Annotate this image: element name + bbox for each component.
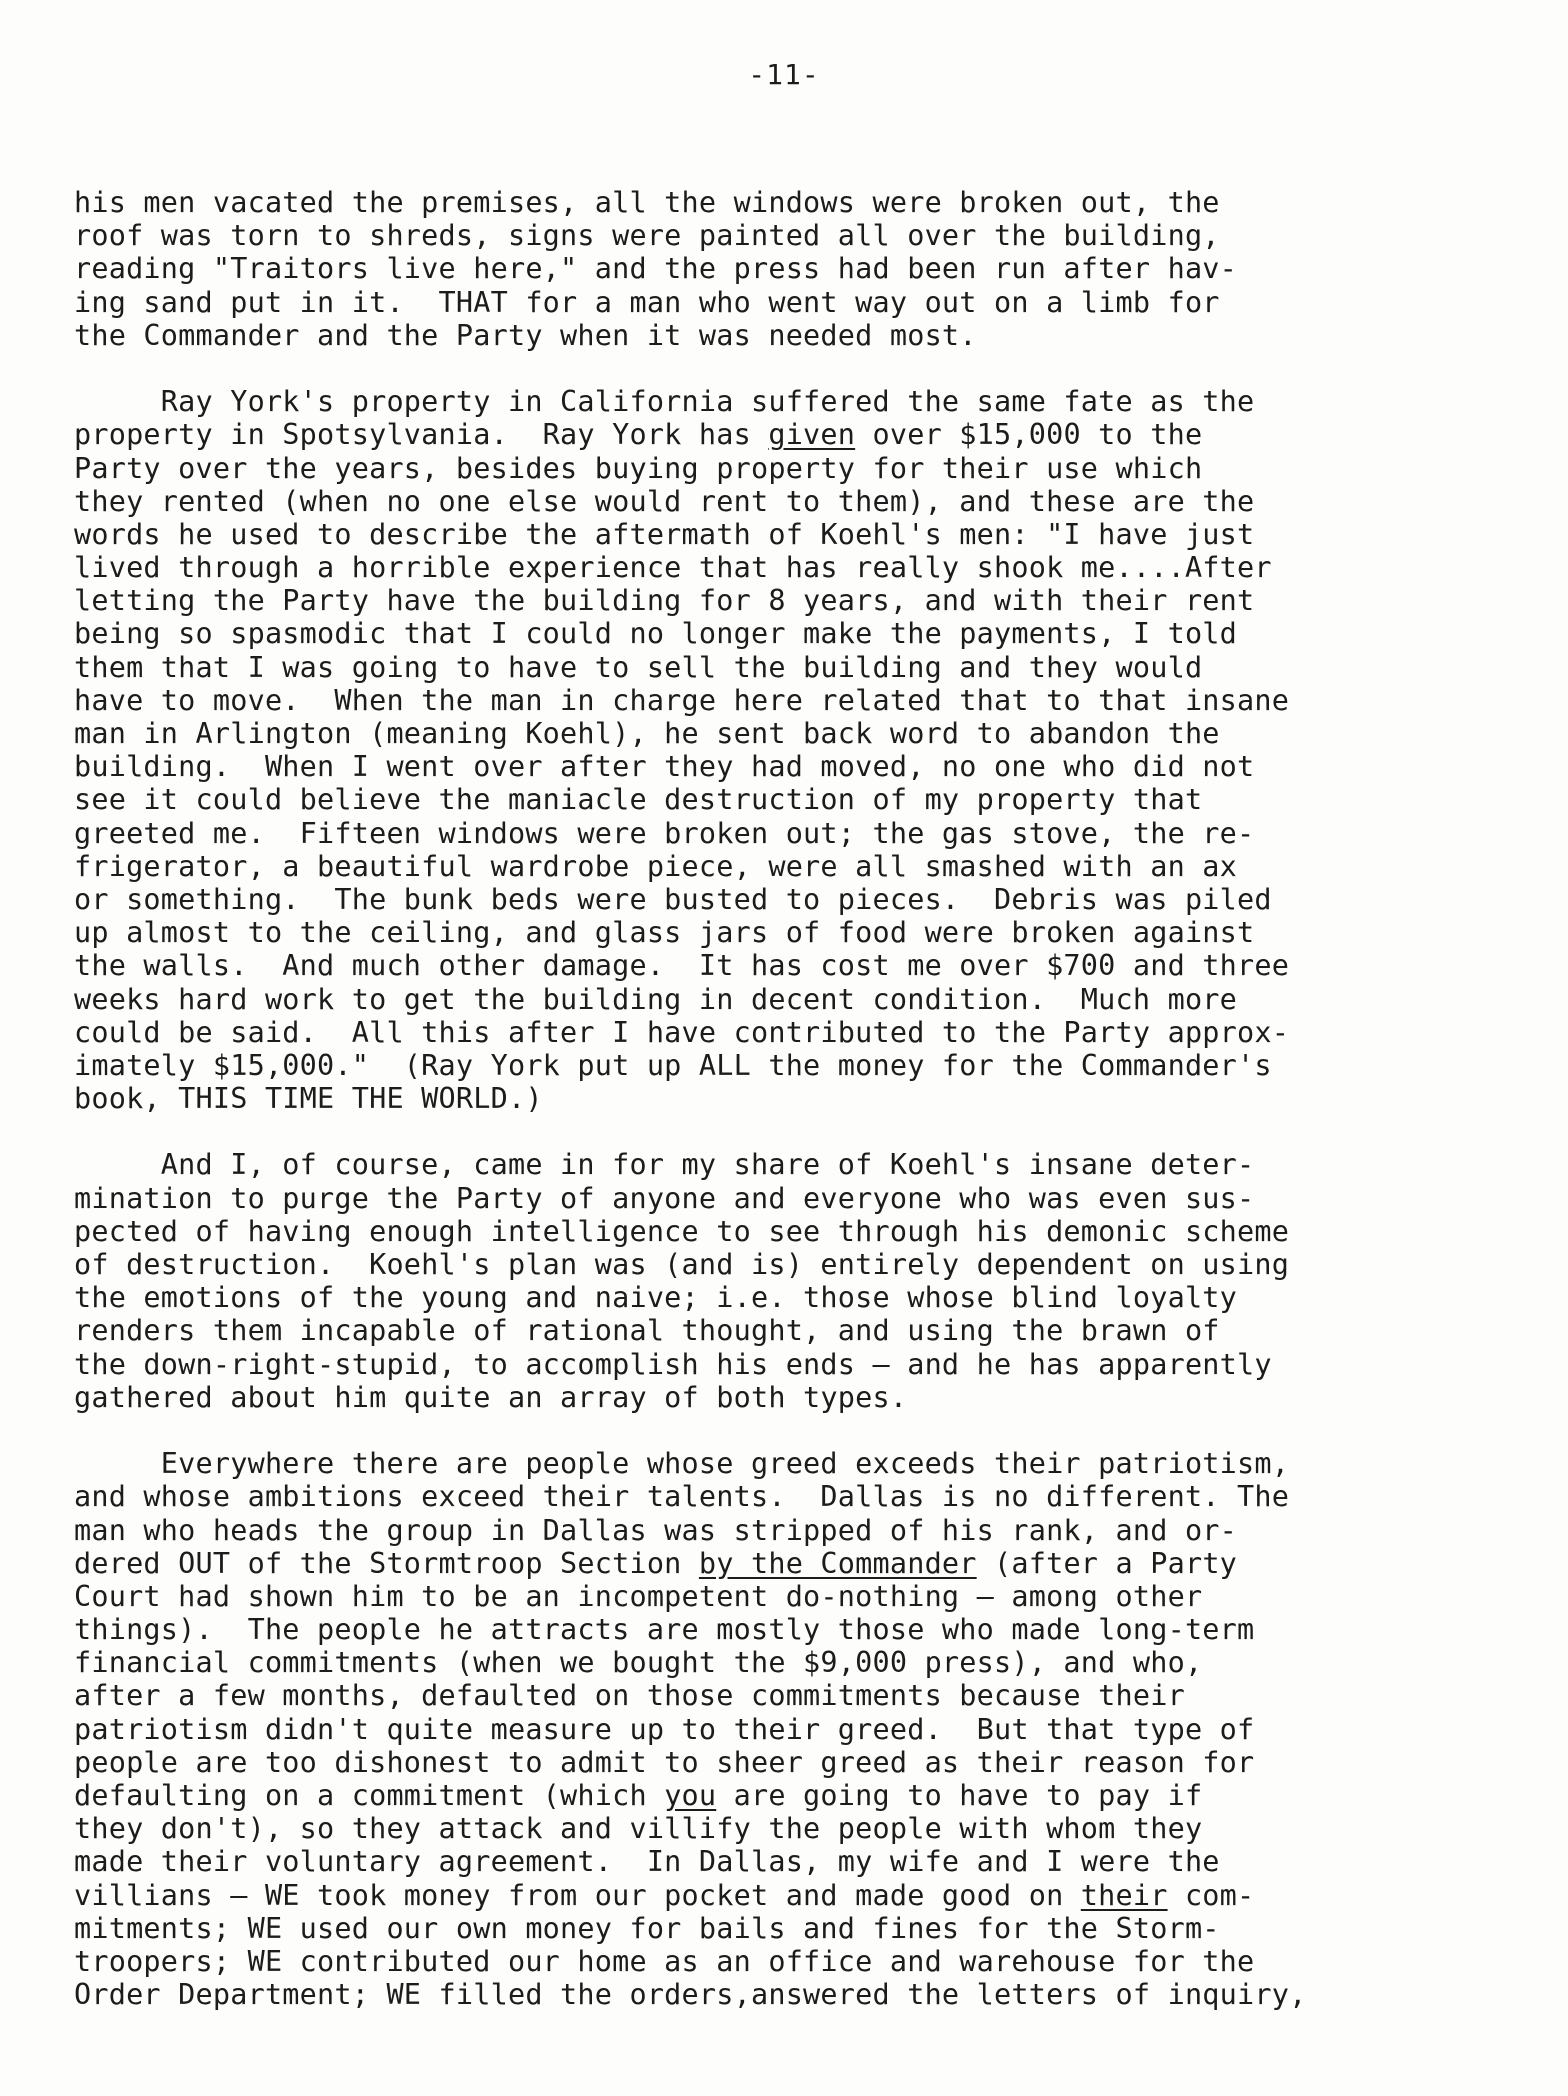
text-line: or something. The bunk beds were busted to pieces. Debris was piled [74,882,1272,916]
text-line: the walls. And much other damage. It has cost me over $700 and three [74,949,1290,983]
text-line: made their voluntary agreement. In Dallas, my wife and I were the [74,1845,1220,1879]
text-line: And I, of course, came in for my share of Koehl's insane deter- [74,1148,1255,1182]
text-line: Ray York's property in California suffered the same fate as the [74,385,1255,419]
text-line: reading "Traitors live here," and the press had been run after hav- [74,252,1238,286]
text-line: them that I was going to have to sell the building and they would [74,650,1203,684]
text-line: people are too dishonest to admit to sheer greed as their reason for [74,1745,1255,1779]
text-line: of destruction. Koehl's plan was (and is) entirely dependent on using [74,1248,1290,1281]
paragraph-gap [74,1115,1504,1148]
text-line: defaulting on a commitment (which you are going to have to pay if [74,1779,1203,1812]
text-line: frigerator, a beautiful wardrobe piece, were all smashed with an ax [74,849,1238,883]
text-line: his men vacated the premises, all the windows were broken out, the [74,186,1220,219]
text-line: the Commander and the Party when it was needed most. [74,318,977,352]
text-line: property in Spotsylvania. Ray York has given over $15,000 to the [74,418,1203,452]
text-line: renders them incapable of rational thought, and using the brawn of [74,1314,1220,1348]
text-line: building. When I went over after they had moved, no one who did not [74,750,1255,784]
text-line: gathered about him quite an array of both types. [74,1380,908,1414]
text-line: book, THIS TIME THE WORLD.) [74,1082,543,1116]
paragraph-4 [74,1447,1504,2011]
text-line: see it could believe the maniacle destruction of my property that [74,783,1203,817]
text-line: mitments; WE used our own money for bails and fines for the Storm- [74,1911,1220,1945]
underlined-emphasis: by the Commander [698,1546,977,1580]
text-line: up almost to the ceiling, and glass jars of food were broken against [74,916,1255,950]
underlined-emphasis: their [1080,1878,1168,1912]
underlined-emphasis: you [664,1779,717,1812]
text-line: the down-right-stupid, to accomplish his ends — and he has apparently [74,1347,1272,1381]
text-line: lived through a horrible experience that has really shook me....After [74,551,1272,585]
text-line: the emotions of the young and naive; i.e. those whose blind loyalty [74,1281,1238,1315]
text-line: Everywhere there are people whose greed exceeds their patriotism, [74,1447,1290,1481]
text-line: and whose ambitions exceed their talents. Dallas is no different. The [74,1480,1290,1514]
text-line: words he used to describe the aftermath of Koehl's men: "I have just [74,517,1255,551]
text-line: after a few months, defaulted on those commitments because their [74,1679,1185,1713]
paragraph-2 [74,385,1504,1115]
text-line: imately $15,000." (Ray York put up ALL the money for the Commander's [74,1048,1272,1082]
text-line: ing sand put in it. THAT for a man who went way out on a limb for [74,285,1220,319]
text-line: man who heads the group in Dallas was stripped of his rank, and or- [74,1513,1238,1547]
text-line: roof was torn to shreds, signs were painted all over the building, [74,219,1220,253]
underlined-emphasis: given [768,418,856,452]
text-line: man in Arlington (meaning Koehl), he sent back word to abandon the [74,717,1220,750]
text-line: they rented (when no one else would rent to them), and these are the [74,484,1255,518]
text-line: letting the Party have the building for 8 years, and with their rent [74,584,1255,618]
text-line: have to move. When the man in charge here related that to that insane [74,683,1290,717]
paragraph-gap [74,1414,1504,1447]
text-line: being so spasmodic that I could no longer make the payments, I told [74,617,1238,651]
text-line: patriotism didn't quite measure up to their greed. But that type of [74,1712,1255,1746]
text-line: could be said. All this after I have contributed to the Party approx- [74,1015,1290,1049]
text-line: mination to purge the Party of anyone and everyone who was even sus- [74,1181,1255,1215]
text-line: weeks hard work to get the building in decent condition. Much more [74,982,1238,1016]
text-line: Order Department; WE filled the orders,answered the letters of inquiry, [74,1978,1307,2012]
page-number: -11- [748,58,820,91]
text-line: pected of having enough intelligence to see through his demonic scheme [74,1214,1290,1248]
text-line: Court had shown him to be an incompetent do-nothing — among other [74,1579,1203,1613]
paragraph-gap [74,352,1504,385]
text-line: villians — WE took money from our pocket and made good on their com- [74,1878,1255,1912]
text-line: Party over the years, besides buying property for their use which [74,451,1203,485]
paragraph-1 [74,186,1504,352]
paragraph-3 [74,1148,1504,1414]
text-line: financial commitments (when we bought the $9,000 press), and who, [74,1646,1203,1680]
text-line: they don't), so they attack and villify the people with whom they [74,1812,1203,1846]
text-line: greeted me. Fifteen windows were broken out; the gas stove, the re- [74,816,1255,850]
text-line: things). The people he attracts are mostly those who made long-term [74,1613,1255,1647]
text-line: troopers; WE contributed our home as an office and warehouse for the [74,1944,1255,1978]
body-text [74,186,1504,2011]
text-line: dered OUT of the Stormtroop Section by the Commander (after a Party [74,1546,1238,1580]
